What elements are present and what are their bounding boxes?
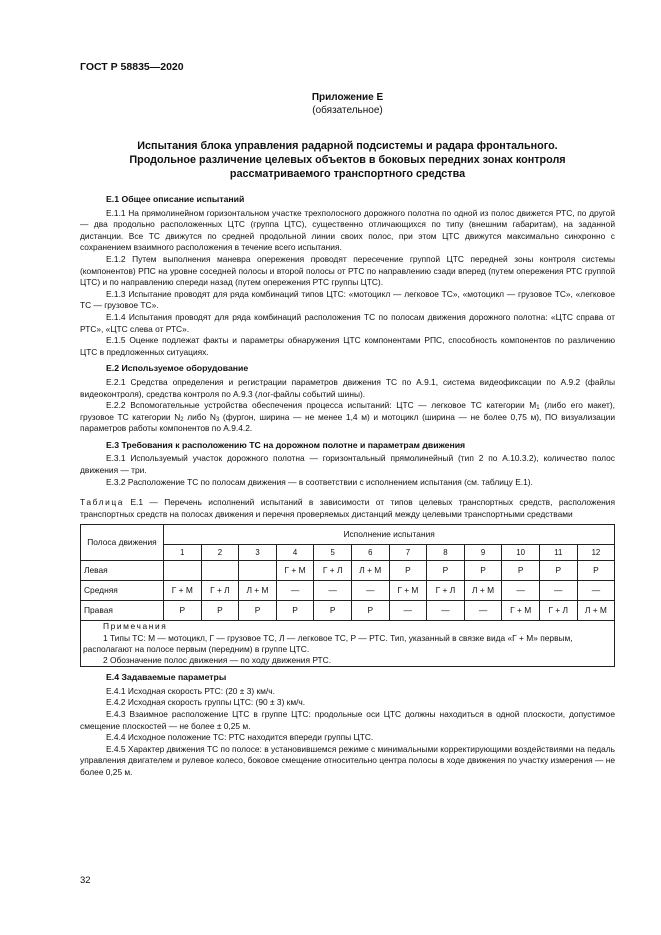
table-cell: Р [314, 601, 352, 621]
table-cell: Р [351, 601, 389, 621]
appendix-label: Приложение Е [311, 92, 384, 103]
paragraph: Е.1.1 На прямолинейном горизонтальном участке трехполосного дорожного полотна по одной из полос движется РТС, по другой — два продольно расположенных ЦТС (группа ЦТС), существенно отличающихся по типу (внешним габаритам), на заданной дистанции. Все ТС движутся по средней продольной линии своих полос, при этом ЦТС движутся максимально синхронно с сохранением взаимного расположения в течение всего испытания. [80, 207, 615, 253]
table-cell [164, 561, 202, 581]
table-cell: — [502, 581, 540, 601]
variant-number-cell: 10 [502, 545, 540, 561]
lane-name-cell: Средняя [81, 581, 164, 601]
paragraph: Е.4.4 Исходное положение ТС: РТС находится впереди группы ЦТС. [106, 732, 374, 743]
section-heading: Е.1 Общее описание испытаний [106, 194, 245, 204]
section-heading: Е.2 Используемое оборудование [106, 363, 249, 374]
table-row [81, 581, 615, 601]
paragraph: Е.4.5 Характер движения ТС по полосе: в установившемся режиме с минимальными корректирующими воздействиями на педаль управления двигателем и рулевое колесо, боковое смещение относительно центра полосы в ходе движения по участку измерения — не более 0,25 м. [80, 743, 615, 777]
table-cell: Г + М [164, 581, 202, 601]
section-heading: Е.4 Задаваемые параметры [106, 672, 227, 683]
table-cell: Р [427, 561, 465, 581]
table-cell: — [276, 581, 314, 601]
paragraph: Е.1.4 Испытания проводят для ряда комбинаций расположения ТС по полосам движения дорожного полотна: «ЦТС справа от РТС», «ЦТС слева от РТС». [80, 311, 615, 334]
document-body [80, 194, 615, 779]
lane-name-cell: Правая [81, 601, 164, 621]
variant-number-cell: 6 [351, 545, 389, 561]
appendix-status: (обязательное) [312, 105, 383, 116]
table-cell: Л + М [351, 561, 389, 581]
document-header: ГОСТ Р 58835—2020 [80, 61, 184, 73]
table-cell: Р [464, 561, 502, 581]
paragraph: Е.4.2 Исходная скорость группы ЦТС: (90 ± 3) км/ч. [106, 697, 306, 708]
table-cell: Г + Л [427, 581, 465, 601]
table-cell: Р [502, 561, 540, 581]
paragraph: Е.2.1 Средства определения и регистрации параметров движения ТС по А.9.1, система видеофиксации по А.9.2 (файлы видеоконтроля), средства контроля по А.9.3 (лог-файлы событий шины). [80, 376, 615, 399]
variant-number-cell: 12 [577, 545, 615, 561]
table-cell: Г + М [389, 581, 427, 601]
lane-name-cell: Левая [81, 561, 164, 581]
table-cell: Р [164, 601, 202, 621]
table-cell: Р [201, 601, 239, 621]
variant-number-cell: 9 [464, 545, 502, 561]
variant-number-cell: 4 [276, 545, 314, 561]
appendix-title-line-2: Продольное различение целевых объектов в боковых передних зонах контроля [129, 154, 566, 166]
notes-title: Примечания [103, 621, 168, 632]
page-number: 32 [80, 875, 91, 886]
paragraph: Е.1.3 Испытание проводят для ряда комбинаций типов ЦТС: «мотоцикл — легковое ТС», «мотоцикл — грузовое ТС», «легковое ТС — грузовое ТС». [80, 288, 615, 311]
table-cell: — [351, 581, 389, 601]
paragraph: Е.4.3 Взаимное расположение ЦТС в группе ЦТС: продольные оси ЦТС должны находиться в одной плоскости, допустимое смещение плоскостей — не более ± 0,25 м. [80, 709, 615, 731]
variant-number-cell: 1 [164, 545, 202, 561]
table-cell: Г + Л [201, 581, 239, 601]
variant-number-cell: 2 [201, 545, 239, 561]
variant-number-cell: 11 [539, 545, 577, 561]
variant-number-cell: 5 [314, 545, 352, 561]
variant-number-cell: 7 [389, 545, 427, 561]
variant-number-cell: 8 [427, 545, 465, 561]
table-cell: Л + М [239, 581, 277, 601]
appendix-title-line-1: Испытания блока управления радарной подсистемы и радара фронтального. [137, 140, 558, 152]
table-cell: Р [239, 601, 277, 621]
variant-number-cell: 3 [239, 545, 277, 561]
section-heading: Е.3 Требования к расположению ТС на дорожном полотне и параметрам движения [106, 439, 466, 450]
paragraph: Е.2.2 Вспомогательные устройства обеспечения процесса испытаний: ЦТС — легковое ТС категории $М_1$ (либо его макет), грузовое ТС категории $N_2$ либо $N_3$ (фургон, ширина — не менее 1,4 м) и мотоцикл (ширина — не более 0,75 м), ПО визуализации параметров работы компонентов по А.9.4.2. [80, 400, 615, 434]
test-variants-table [80, 524, 615, 667]
table-caption: Таблица Е.1 — Перечень исполнений испытаний в зависимости от типов целевых транспортных средств, расположения транспортных средств на полосах движения и перечня проверяемых дистанций между целевыми транспортными средствами [80, 497, 615, 519]
table-cell: Р [577, 561, 615, 581]
table-cell: Г + Л [314, 561, 352, 581]
table-notes [81, 621, 615, 667]
paragraph: Е.3.1 Используемый участок дорожного полотна — горизонтальный прямолинейный (тип 2 по А.10.3.2), количество полос движения — три. [80, 453, 615, 476]
table-cell: Л + М [577, 601, 615, 621]
table-cell: — [577, 581, 615, 601]
table-cell: — [314, 581, 352, 601]
table-row [81, 561, 615, 581]
column-header-variants: Исполнение испытания [164, 525, 615, 545]
table-cell: Г + Л [539, 601, 577, 621]
table-cell: — [539, 581, 577, 601]
table-cell: Р [539, 561, 577, 581]
table-cell: — [427, 601, 465, 621]
appendix-title-line-3: рассматриваемого транспортного средства [229, 168, 466, 180]
paragraph: Е.3.2 Расположение ТС по полосам движения — в соответствии с исполнением испытания (см. таблицу Е.1). [106, 476, 533, 487]
table-cell: Г + М [276, 561, 314, 581]
column-header-lanes: Полоса движения [81, 525, 164, 561]
paragraph: Е.1.2 Путем выполнения маневра опережения проводят пересечение группой ЦТС передней зоны контроля системы (компонентов) РПС на уровне соседней полосы и второй полосы от РТС по направлению сзади вперед (путем опережения РТС группой ЦТС) и по направлению спереди назад (путем опережения РТС группы ЦТС). [80, 253, 615, 288]
table-row [81, 601, 615, 621]
table-cell: Р [276, 601, 314, 621]
note-item: 2 Обозначение полос движения — по ходу движения РТС. [103, 655, 332, 666]
table-cell: Л + М [464, 581, 502, 601]
table-cell: — [389, 601, 427, 621]
table-cell: Г + М [502, 601, 540, 621]
paragraph: Е.1.5 Оценке подлежат факты и параметры обнаружения ЦТС компонентами РПС, способность компонентов по различению ЦТС в предложенных ситуациях. [80, 335, 615, 357]
table-cell: — [464, 601, 502, 621]
table-cell [201, 561, 239, 581]
table-cell: Р [389, 561, 427, 581]
table-cell [239, 561, 277, 581]
note-item: 1 Типы ТС: М — мотоцикл, Г — грузовое ТС, Л — легковое ТС, Р — РТС. Тип, указанный в связке вида «Г + М» первым, располагают на полосе первым (передним) в группе ЦТС. [83, 632, 573, 654]
paragraph: Е.4.1 Исходная скорость РТС: (20 ± 3) км/ч. [106, 685, 275, 696]
